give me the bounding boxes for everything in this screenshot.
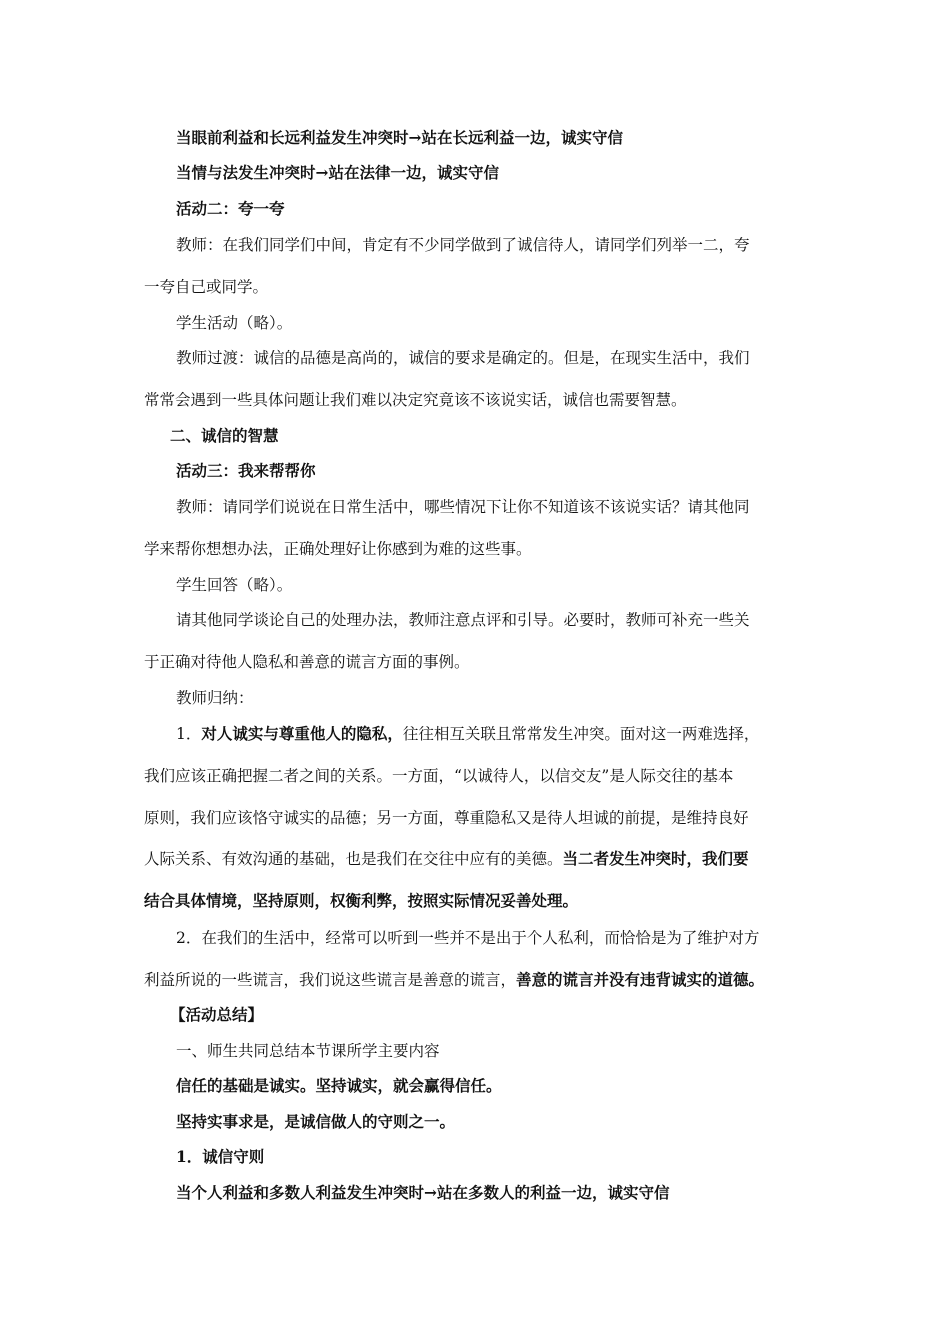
text-segment: 结合具体情境，坚持原则，权衡利弊，按照实际情况妥善处理。 (144, 891, 579, 910)
text-segment: 学生回答（略）。 (176, 576, 293, 594)
text-segment: 当眼前利益和长远利益发生冲突时→站在长远利益一边，诚实守信 (176, 128, 623, 147)
text-line (176, 1183, 670, 1203)
text-segment: 信任的基础是诚实。坚持诚实，就会赢得信任。 (176, 1076, 502, 1095)
text-line (176, 1112, 455, 1132)
section-heading (170, 1005, 263, 1025)
text-segment: 我们应该正确把握二者之间的关系。一方面，“以诚待人，以信交友”是人际交往的基本 (144, 767, 734, 785)
text-segment: 善意的谎言并没有违背诚实的道德。 (516, 970, 765, 989)
text-segment: 活动二：夸一夸 (176, 199, 285, 218)
text-segment: 往往相互关联且常常发生冲突。面对这一两难选择， (402, 725, 760, 743)
text-line (144, 277, 268, 297)
text-segment: 活动三：我来帮帮你 (176, 461, 316, 480)
text-line (144, 539, 532, 559)
text-line (176, 1147, 264, 1167)
text-segment: 一夸自己或同学。 (144, 278, 269, 296)
text-segment: 人际关系、有效沟通的基础，也是我们在交往中应有的美德。 (144, 850, 563, 868)
text-line (176, 724, 759, 744)
text-segment: 坚持实事求是，是诚信做人的守则之一。 (176, 1112, 456, 1131)
text-segment: 1． (176, 725, 202, 743)
text-segment: 于正确对待他人隐私和善意的谎言方面的事例。 (144, 653, 470, 671)
text-line (144, 891, 578, 911)
text-line (176, 688, 254, 708)
section-heading (170, 426, 279, 446)
text-segment: 教师：在我们同学们中间，肯定有不少同学做到了诚信待人，请同学们列举一二，夸 (176, 236, 750, 254)
text-segment: 当二者发生冲突时，我们要 (562, 849, 749, 868)
text-segment: 【活动总结】 (170, 1005, 264, 1024)
text-segment: 利益所说的一些谎言，我们说这些谎言是善意的谎言， (144, 971, 517, 989)
text-segment: 常常会遇到一些具体问题让我们难以决定究竟该不该说实话，诚信也需要智慧。 (144, 391, 687, 409)
text-segment: 原则，我们应该恪守诚实的品德；另一方面，尊重隐私又是待人坦诚的前提，是维持良好 (144, 809, 749, 827)
text-line (176, 461, 316, 481)
text-line (176, 610, 750, 630)
text-line (144, 970, 764, 990)
text-segment: 对人诚实与尊重他人的隐私， (201, 724, 403, 743)
text-line (144, 849, 749, 869)
text-line (176, 348, 750, 368)
text-segment: 学生活动（略）。 (176, 314, 293, 332)
text-segment: 二、诚信的智慧 (170, 426, 279, 445)
text-segment: 当个人利益和多数人利益发生冲突时→站在多数人的利益一边，诚实守信 (176, 1183, 670, 1202)
text-segment: 请其他同学谈论自己的处理办法，教师注意点评和引导。必要时，教师可补充一些关 (176, 611, 750, 629)
text-segment: 教师归纳： (176, 689, 254, 707)
text-segment: 教师过渡：诚信的品德是高尚的，诚信的要求是确定的。但是，在现实生活中，我们 (176, 349, 750, 367)
text-segment: 1．诚信守则 (176, 1147, 265, 1166)
text-line (144, 766, 733, 786)
text-line (176, 199, 285, 219)
text-line (176, 163, 499, 183)
text-line (176, 1041, 440, 1061)
text-line (144, 390, 687, 410)
text-line (176, 1076, 502, 1096)
text-segment: 教师：请同学们说说在日常生活中，哪些情况下让你不知道该不该说实话？请其他同 (176, 498, 750, 516)
text-line (176, 235, 750, 255)
text-line (176, 928, 759, 948)
text-segment: 2．在我们的生活中，经常可以听到一些并不是出于个人私利，而恰恰是为了维护对方 (176, 929, 760, 947)
text-line (176, 128, 623, 148)
text-line (144, 808, 749, 828)
text-segment: 学来帮你想想办法，正确处理好让你感到为难的这些事。 (144, 540, 532, 558)
text-line (144, 652, 470, 672)
text-line (176, 497, 750, 517)
text-line (176, 575, 292, 595)
text-segment: 一、师生共同总结本节课所学主要内容 (176, 1042, 440, 1060)
text-segment: 当情与法发生冲突时→站在法律一边，诚实守信 (176, 163, 499, 182)
text-line (176, 313, 292, 333)
